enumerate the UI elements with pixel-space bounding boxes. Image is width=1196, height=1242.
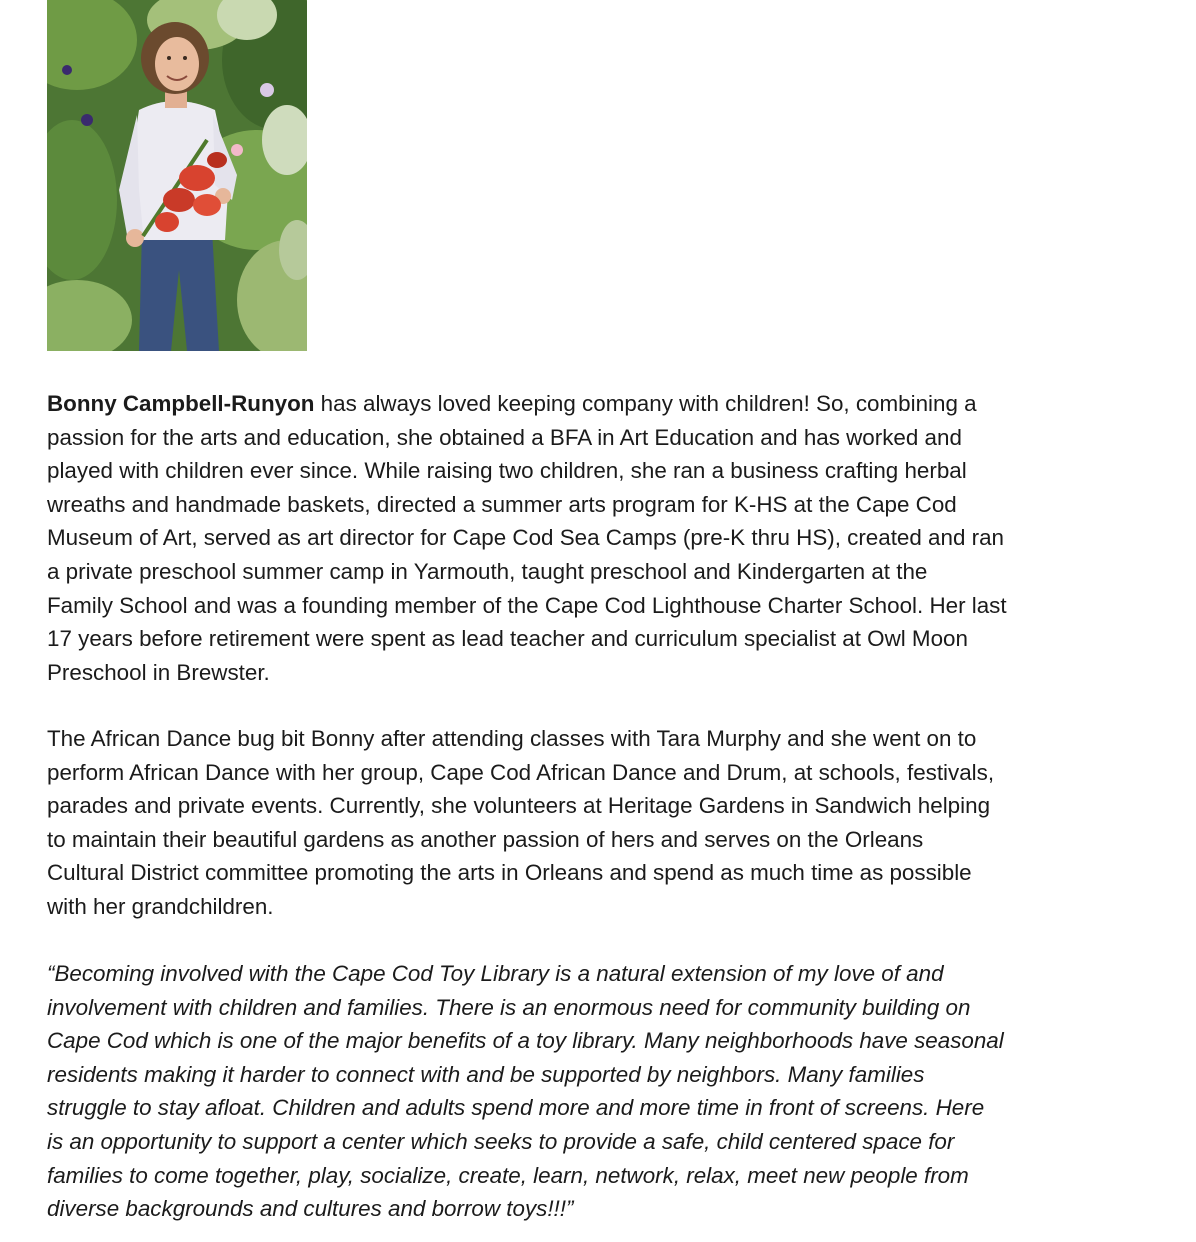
bio-name: Bonny Campbell-Runyon [47,391,315,416]
bio-paragraph-1-text: has always loved keeping company with children! So, combining a passion for the arts and education, she obtained a BFA in Art Education and has worked and played with children ever since. While raising two children, she ran a business crafting herbal wreaths and handmade baskets, directed a summer arts program for K-HS at the Cape Cod Museum of Art, served as art director for Cape Cod Sea Camps (pre-K thru HS), created and ran a private preschool summer camp in Yarmouth, taught preschool and Kindergarten at the Family School and was a founding member of the Cape Cod Lighthouse Charter School. Her last 17 years before retirement were spent as lead teacher and curriculum specialist at Owl Moon Preschool in Brewster. [47,391,1007,685]
portrait-photo [47,0,307,351]
bio-paragraph-2: The African Dance bug bit Bonny after attending classes with Tara Murphy and she went on to perform African Dance with her group, Cape Cod African Dance and Drum, at schools, festivals, parades and private events. Currently, she volunteers at Heritage Gardens in Sandwich helping to maintain their beautiful gardens as another passion of hers and serves on the Orleans Cultural District committee promoting the arts in Orleans and spend as much time as possible with her grandchildren. [47,726,995,919]
bio-quote: “Becoming involved with the Cape Cod Toy Library is a natural extension of my love of and involvement with children and families. There is an enormous need for community building on Cape Cod which is one of the major benefits of a toy library. Many neighborhoods have seasonal residents making it harder to connect with and be supported by neighbors. Many families struggle to stay afloat. Children and adults spend more and more time in front of screens. Here is an opportunity to support a center which seeks to provide a safe, child centered space for families to come together, play, socialize, create, learn, network, relax, meet new people from diverse backgrounds and cultures and borrow toys!!!” [47,961,1004,1222]
portrait-illustration [47,0,307,351]
bio-paragraph-1 [47,387,1167,689]
